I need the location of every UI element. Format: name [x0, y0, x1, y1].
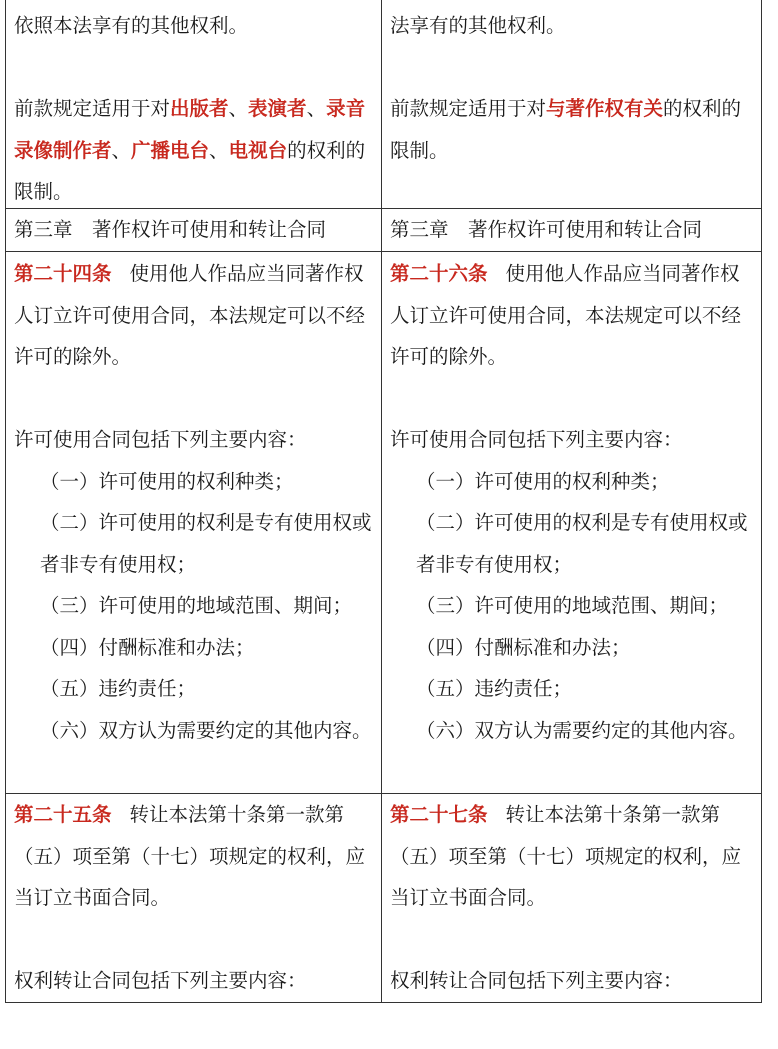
text-run: 前款规定适用于对	[390, 97, 547, 120]
text-run: 的权利的限制。	[390, 97, 742, 162]
law-comparison-table	[5, 0, 762, 1003]
separator: 、	[306, 97, 327, 120]
right-cell	[382, 252, 759, 793]
table-row	[6, 208, 761, 251]
article-number: 第二十六条	[390, 262, 488, 285]
table-row	[6, 0, 761, 208]
list-intro: 许可使用合同包括下列主要内容：	[390, 428, 683, 451]
text-run: 前款规定适用于对	[14, 97, 171, 120]
list-item: （六）双方认为需要约定的其他内容。	[40, 718, 372, 742]
chapter-heading: 第三章 著作权许可使用和转让合同	[6, 209, 382, 251]
left-cell	[6, 0, 382, 208]
separator: 、	[228, 97, 249, 120]
text-run: 的权利的限制。	[14, 138, 366, 203]
highlight-text: 录音录像制作者	[14, 97, 366, 162]
article-number: 第二十四条	[14, 262, 112, 285]
table-row	[6, 793, 761, 1002]
table-row	[6, 251, 761, 793]
list-item: （三）许可使用的地域范围、期间；	[416, 594, 729, 617]
highlight-text: 电视台	[228, 138, 288, 162]
article-body: 转让本法第十条第一款第（五）项至第（十七）项规定的权利，应当订立书面合同。	[14, 803, 366, 909]
highlight-text: 表演者	[248, 97, 307, 120]
list-item: （四）付酬标准和办法；	[416, 635, 631, 659]
paragraph	[390, 88, 751, 171]
list-item: （四）付酬标准和办法；	[40, 635, 255, 659]
highlight-text: 广播电台	[131, 138, 210, 162]
paragraph: 法享有的其他权利。	[390, 14, 566, 37]
paragraph	[390, 794, 751, 919]
article-body: 使用他人作品应当同著作权人订立许可使用合同，本法规定可以不经许可的除外。	[390, 262, 742, 368]
list-item: （一）许可使用的权利种类；	[40, 469, 294, 493]
article-number: 第二十七条	[390, 803, 488, 826]
list-intro: 权利转让合同包括下列主要内容：	[14, 969, 307, 992]
list-item: （二）许可使用的权利是专有使用权或者非专有使用权；	[40, 511, 372, 576]
article-body: 使用他人作品应当同著作权人订立许可使用合同，本法规定可以不经许可的除外。	[14, 262, 366, 368]
list-item: （五）违约责任；	[40, 677, 197, 700]
left-cell	[6, 252, 382, 793]
list-intro: 许可使用合同包括下列主要内容：	[14, 428, 307, 451]
right-cell	[382, 794, 759, 1002]
list-item: （三）许可使用的地域范围、期间；	[40, 594, 353, 617]
right-cell	[382, 0, 759, 208]
paragraph	[14, 794, 373, 919]
separator: 、	[111, 138, 132, 162]
list-item: （六）双方认为需要约定的其他内容。	[416, 718, 748, 742]
article-number: 第二十五条	[14, 803, 112, 826]
list-item: （五）违约责任；	[416, 677, 573, 700]
chapter-heading: 第三章 著作权许可使用和转让合同	[390, 218, 703, 241]
list-item: （一）许可使用的权利种类；	[416, 469, 670, 493]
highlight-text: 与著作权有关	[546, 97, 664, 120]
highlight-text: 出版者	[170, 97, 229, 120]
article-body: 转让本法第十条第一款第（五）项至第（十七）项规定的权利，应当订立书面合同。	[390, 803, 742, 909]
paragraph	[390, 253, 751, 378]
paragraph	[14, 253, 373, 378]
left-cell	[6, 794, 382, 1002]
list-item: （二）许可使用的权利是专有使用权或者非专有使用权；	[416, 511, 748, 576]
separator: 、	[209, 138, 229, 162]
paragraph	[14, 88, 373, 213]
list-intro: 权利转让合同包括下列主要内容：	[390, 969, 683, 992]
paragraph: 依照本法享有的其他权利。	[14, 14, 249, 37]
